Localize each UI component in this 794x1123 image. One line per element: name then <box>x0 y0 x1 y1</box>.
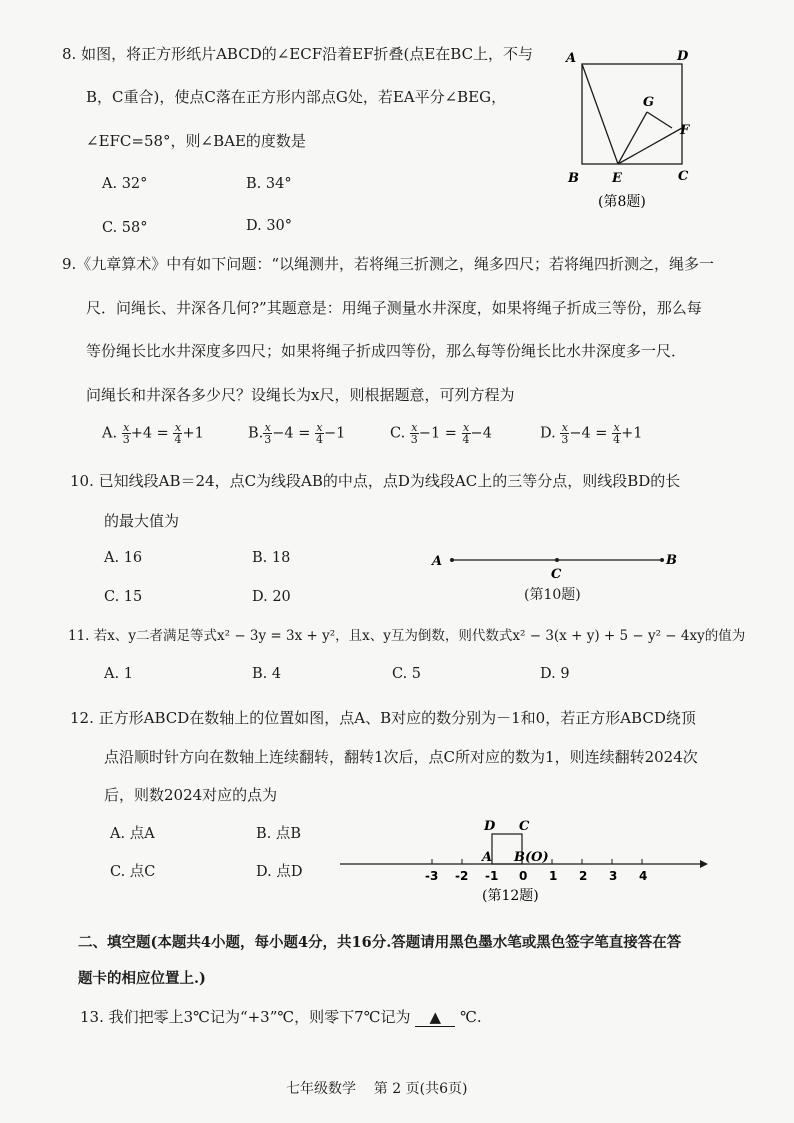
q8-option-d: D. 30° <box>246 218 293 234</box>
q11-option-a: A. 1 <box>104 666 133 682</box>
q9-option-b: B. $\frac{x}{3}$ −4 = $\frac{x}{4}$ −1 <box>248 421 346 446</box>
q10-line1: 10. 已知线段AB＝24，点C为线段AB的中点，点D为线段AC上的三等分点，则线段BD的长 <box>70 472 681 490</box>
q8-line-gf <box>647 112 672 128</box>
q10-label-a: A <box>432 554 443 569</box>
q12-label-a: A <box>482 850 493 865</box>
q12-option-b: B. 点B <box>256 826 302 842</box>
q12-tick-4: 4 <box>639 869 648 883</box>
q8-line2: B，C重合)，使点C落在正方形内部点G处，若EA平分∠BEG， <box>86 88 507 106</box>
q10-option-d: D. 20 <box>252 589 291 605</box>
q12-tick-n2: -2 <box>455 869 469 883</box>
q11-option-c: C. 5 <box>392 666 422 682</box>
q9-option-c: C. $\frac{x}{3}$ −1 = $\frac{x}{4}$ −4 <box>390 421 492 446</box>
q9-line1: 9.《九章算术》中有如下问题：“以绳测井，若将绳三折测之，绳多四尺；若将绳四折测之，绳多一 <box>62 255 714 273</box>
q8-caption: (第8题) <box>598 194 646 210</box>
q12-line3: 后，则数2024对应的点为 <box>104 786 278 804</box>
q11-line1: 11. 若x、y二者满足等式x² − 3y = 3x + y²，且x、y互为倒数，则代数式x² − 3(x + y) + 5 − y² − 4xy的值为 <box>68 628 746 644</box>
q12-label-d: D <box>484 819 496 834</box>
q10-option-a: A. 16 <box>104 550 143 566</box>
q9-line4: 问绳长和井深各多少尺？设绳长为x尺，则根据题意，可列方程为 <box>86 386 515 404</box>
page-footer: 七年级数学 第 2 页(共6页) <box>286 1081 468 1097</box>
q13-text: 13. 我们把零上3℃记为“+3”℃，则零下7℃记为 <box>80 1008 411 1026</box>
q12-tick-n3: -3 <box>425 869 439 883</box>
q12-option-a: A. 点A <box>110 826 155 842</box>
q8-option-b: B. 34° <box>246 176 292 192</box>
q9-line2: 尺．问绳长、井深各几何?”其题意是：用绳子测量水井深度，如果将绳子折成三等份，那么每 <box>86 299 702 317</box>
q12-tick-2: 2 <box>579 869 588 883</box>
q12-option-c: C. 点C <box>110 864 156 880</box>
q10-line2: 的最大值为 <box>104 512 180 530</box>
q9-line3: 等份绳长比水井深度多四尺；如果将绳子折成四等份，那么每等份绳长比水井深度多一尺． <box>86 342 687 360</box>
q8-line-ae <box>582 64 618 164</box>
q10-caption: (第10题) <box>524 587 581 603</box>
q9-option-a: A. $\frac{x}{3}$ +4 = $\frac{x}{4}$ +1 <box>102 421 204 446</box>
q8-figure <box>560 44 700 214</box>
q10-option-b: B. 18 <box>252 550 291 566</box>
q12-tick-1: 1 <box>549 869 558 883</box>
q12-line2: 点沿顺时针方向在数轴上连续翻转，翻转1次后，点C所对应的数为1，则连续翻转2024次 <box>104 748 698 766</box>
q10-label-b: B <box>666 553 677 568</box>
q10-option-c: C. 15 <box>104 589 143 605</box>
q8-option-a: A. 32° <box>102 176 148 192</box>
q12-tick-3: 3 <box>609 869 618 883</box>
q8-label-g: G <box>643 95 655 110</box>
q10-label-c: C <box>551 567 562 582</box>
q12-tick-n1: -1 <box>485 869 499 883</box>
q12-label-b: B(O) <box>514 850 549 865</box>
q12-figure <box>336 814 716 914</box>
q8-label-d: D <box>677 49 689 64</box>
q12-label-c: C <box>519 819 530 834</box>
q13-answer-blank <box>415 1008 455 1027</box>
q9-option-d: D. $\frac{x}{3}$ −4 = $\frac{x}{4}$ +1 <box>540 421 643 446</box>
triangle-icon: ▲ <box>429 1008 442 1026</box>
q8-option-c: C. 58° <box>102 220 148 236</box>
q12-line1: 12. 正方形ABCD在数轴上的位置如图，点A、B对应的数分别为－1和0，若正方形ABCD绕顶 <box>70 709 696 727</box>
q12-option-d: D. 点D <box>256 864 303 880</box>
q8-line3: ∠EFC=58°，则∠BAE的度数是 <box>86 132 306 150</box>
section2-heading: 二、填空题(本题共4小题，每小题4分，共16分.答题请用黑色墨水笔或黑色签字笔直接答在答 <box>78 934 682 951</box>
q8-label-c: C <box>678 169 689 184</box>
q8-label-b: B <box>568 171 579 186</box>
q8-line1: 8. 如图，将正方形纸片ABCD的∠ECF沿着EF折叠(点E在BC上，不与 <box>62 45 534 63</box>
q11-option-d: D. 9 <box>540 666 570 682</box>
q12-caption: (第12题) <box>482 888 539 904</box>
section2-heading-cont: 题卡的相应位置上.) <box>78 970 206 987</box>
q11-option-b: B. 4 <box>252 666 282 682</box>
q12-arrow <box>700 860 708 868</box>
q8-label-f: F <box>680 123 690 138</box>
q8-label-e: E <box>612 171 622 186</box>
q8-square <box>582 64 682 164</box>
q13-unit: ℃. <box>460 1008 482 1026</box>
q13-line <box>80 1006 482 1027</box>
q8-label-a: A <box>566 51 577 66</box>
q12-tick-0: 0 <box>519 869 528 883</box>
